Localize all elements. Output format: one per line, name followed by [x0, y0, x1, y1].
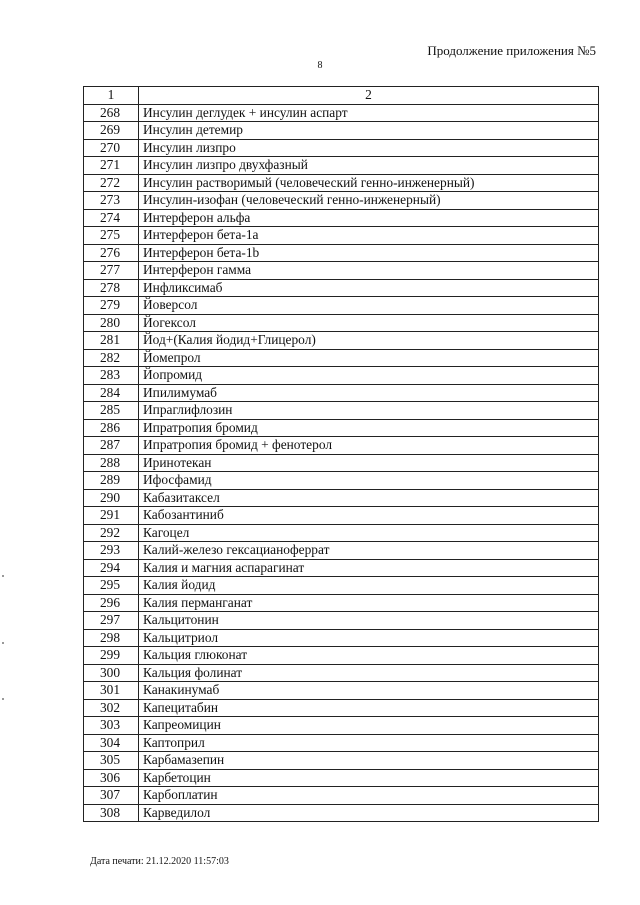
row-number: 294 [84, 559, 139, 577]
table-row [84, 472, 599, 490]
table-row [84, 769, 599, 787]
drug-list-table [83, 86, 599, 822]
drug-name: Интерферон бета-1b [139, 244, 599, 262]
drug-name: Калия перманганат [139, 594, 599, 612]
drug-name: Ипраглифлозин [139, 402, 599, 420]
row-number: 305 [84, 752, 139, 770]
row-number: 306 [84, 769, 139, 787]
table-row [84, 244, 599, 262]
drug-name: Калия и магния аспарагинат [139, 559, 599, 577]
row-number: 278 [84, 279, 139, 297]
row-number: 293 [84, 542, 139, 560]
table-row [84, 629, 599, 647]
table-row [84, 507, 599, 525]
row-number: 297 [84, 612, 139, 630]
drug-name: Кабазитаксел [139, 489, 599, 507]
row-number: 300 [84, 664, 139, 682]
drug-name: Ипилимумаб [139, 384, 599, 402]
row-number: 276 [84, 244, 139, 262]
row-number: 271 [84, 157, 139, 175]
table-row [84, 559, 599, 577]
table-row [84, 752, 599, 770]
table-row [84, 209, 599, 227]
drug-name: Инсулин детемир [139, 122, 599, 140]
table-row [84, 139, 599, 157]
row-number: 275 [84, 227, 139, 245]
table-row [84, 717, 599, 735]
drug-name: Кальцитриол [139, 629, 599, 647]
drug-name: Интерферон гамма [139, 262, 599, 280]
drug-name: Ипратропия бромид + фенотерол [139, 437, 599, 455]
table-row [84, 612, 599, 630]
row-number: 281 [84, 332, 139, 350]
table-row [84, 332, 599, 350]
drug-name: Карбамазепин [139, 752, 599, 770]
drug-name: Интерферон альфа [139, 209, 599, 227]
margin-mark [2, 575, 4, 577]
table-row [84, 104, 599, 122]
row-number: 289 [84, 472, 139, 490]
table-row [84, 594, 599, 612]
table-row [84, 682, 599, 700]
drug-name: Йопромид [139, 367, 599, 385]
table-row [84, 664, 599, 682]
page-number: 8 [317, 60, 323, 71]
row-number: 298 [84, 629, 139, 647]
drug-name: Йод+(Калия йодид+Глицерол) [139, 332, 599, 350]
row-number: 277 [84, 262, 139, 280]
row-number: 285 [84, 402, 139, 420]
table-row [84, 174, 599, 192]
row-number: 286 [84, 419, 139, 437]
row-number: 301 [84, 682, 139, 700]
drug-name: Ифосфамид [139, 472, 599, 490]
print-date: Дата печати: 21.12.2020 11:57:03 [90, 856, 229, 867]
table-row [84, 349, 599, 367]
drug-name: Кабозантиниб [139, 507, 599, 525]
table-row [84, 577, 599, 595]
table-row [84, 734, 599, 752]
row-number: 288 [84, 454, 139, 472]
column-header-name: 2 [139, 87, 599, 105]
drug-name: Канакинумаб [139, 682, 599, 700]
table-row [84, 402, 599, 420]
drug-name: Кагоцел [139, 524, 599, 542]
table-row [84, 419, 599, 437]
table-row [84, 489, 599, 507]
header-continuation: Продолжение приложения №5 [427, 43, 596, 58]
drug-name: Калия йодид [139, 577, 599, 595]
row-number: 302 [84, 699, 139, 717]
drug-name: Инсулин-изофан (человеческий генно-инженерный) [139, 192, 599, 210]
drug-name: Инсулин лизпро [139, 139, 599, 157]
drug-name: Каптоприл [139, 734, 599, 752]
drug-name: Капецитабин [139, 699, 599, 717]
table-row [84, 122, 599, 140]
drug-name: Инфликсимаб [139, 279, 599, 297]
row-number: 308 [84, 804, 139, 822]
table-row [84, 227, 599, 245]
row-number: 283 [84, 367, 139, 385]
drug-name: Калий-железо гексацианоферрат [139, 542, 599, 560]
table-row [84, 454, 599, 472]
table-row [84, 297, 599, 315]
row-number: 291 [84, 507, 139, 525]
table-row [84, 157, 599, 175]
drug-name: Кальцитонин [139, 612, 599, 630]
table-row [84, 542, 599, 560]
margin-mark [2, 698, 4, 700]
drug-name: Карбетоцин [139, 769, 599, 787]
table-row [84, 699, 599, 717]
drug-name: Йомепрол [139, 349, 599, 367]
column-header-number: 1 [84, 87, 139, 105]
drug-name: Инсулин деглудек + инсулин аспарт [139, 104, 599, 122]
row-number: 287 [84, 437, 139, 455]
row-number: 268 [84, 104, 139, 122]
row-number: 284 [84, 384, 139, 402]
drug-name: Ипратропия бромид [139, 419, 599, 437]
drug-name: Кальция глюконат [139, 647, 599, 665]
drug-name: Йогексол [139, 314, 599, 332]
row-number: 296 [84, 594, 139, 612]
table-row [84, 279, 599, 297]
table-row [84, 804, 599, 822]
drug-name: Инсулин растворимый (человеческий генно-инженерный) [139, 174, 599, 192]
row-number: 292 [84, 524, 139, 542]
row-number: 303 [84, 717, 139, 735]
row-number: 270 [84, 139, 139, 157]
margin-mark [2, 642, 4, 644]
table-row [84, 367, 599, 385]
row-number: 307 [84, 787, 139, 805]
row-number: 273 [84, 192, 139, 210]
table-row [84, 262, 599, 280]
drug-name: Иринотекан [139, 454, 599, 472]
row-number: 274 [84, 209, 139, 227]
drug-name: Кальция фолинат [139, 664, 599, 682]
drug-name: Карведилол [139, 804, 599, 822]
row-number: 282 [84, 349, 139, 367]
drug-name: Карбоплатин [139, 787, 599, 805]
row-number: 299 [84, 647, 139, 665]
drug-name: Йоверсол [139, 297, 599, 315]
row-number: 295 [84, 577, 139, 595]
row-number: 269 [84, 122, 139, 140]
table-row [84, 524, 599, 542]
table-header-row [84, 87, 599, 105]
drug-name: Инсулин лизпро двухфазный [139, 157, 599, 175]
row-number: 272 [84, 174, 139, 192]
row-number: 290 [84, 489, 139, 507]
row-number: 279 [84, 297, 139, 315]
table-row [84, 437, 599, 455]
table-row [84, 384, 599, 402]
drug-name: Капреомицин [139, 717, 599, 735]
table-row [84, 787, 599, 805]
row-number: 304 [84, 734, 139, 752]
row-number: 280 [84, 314, 139, 332]
table-row [84, 647, 599, 665]
table-row [84, 314, 599, 332]
drug-name: Интерферон бета-1а [139, 227, 599, 245]
table-row [84, 192, 599, 210]
